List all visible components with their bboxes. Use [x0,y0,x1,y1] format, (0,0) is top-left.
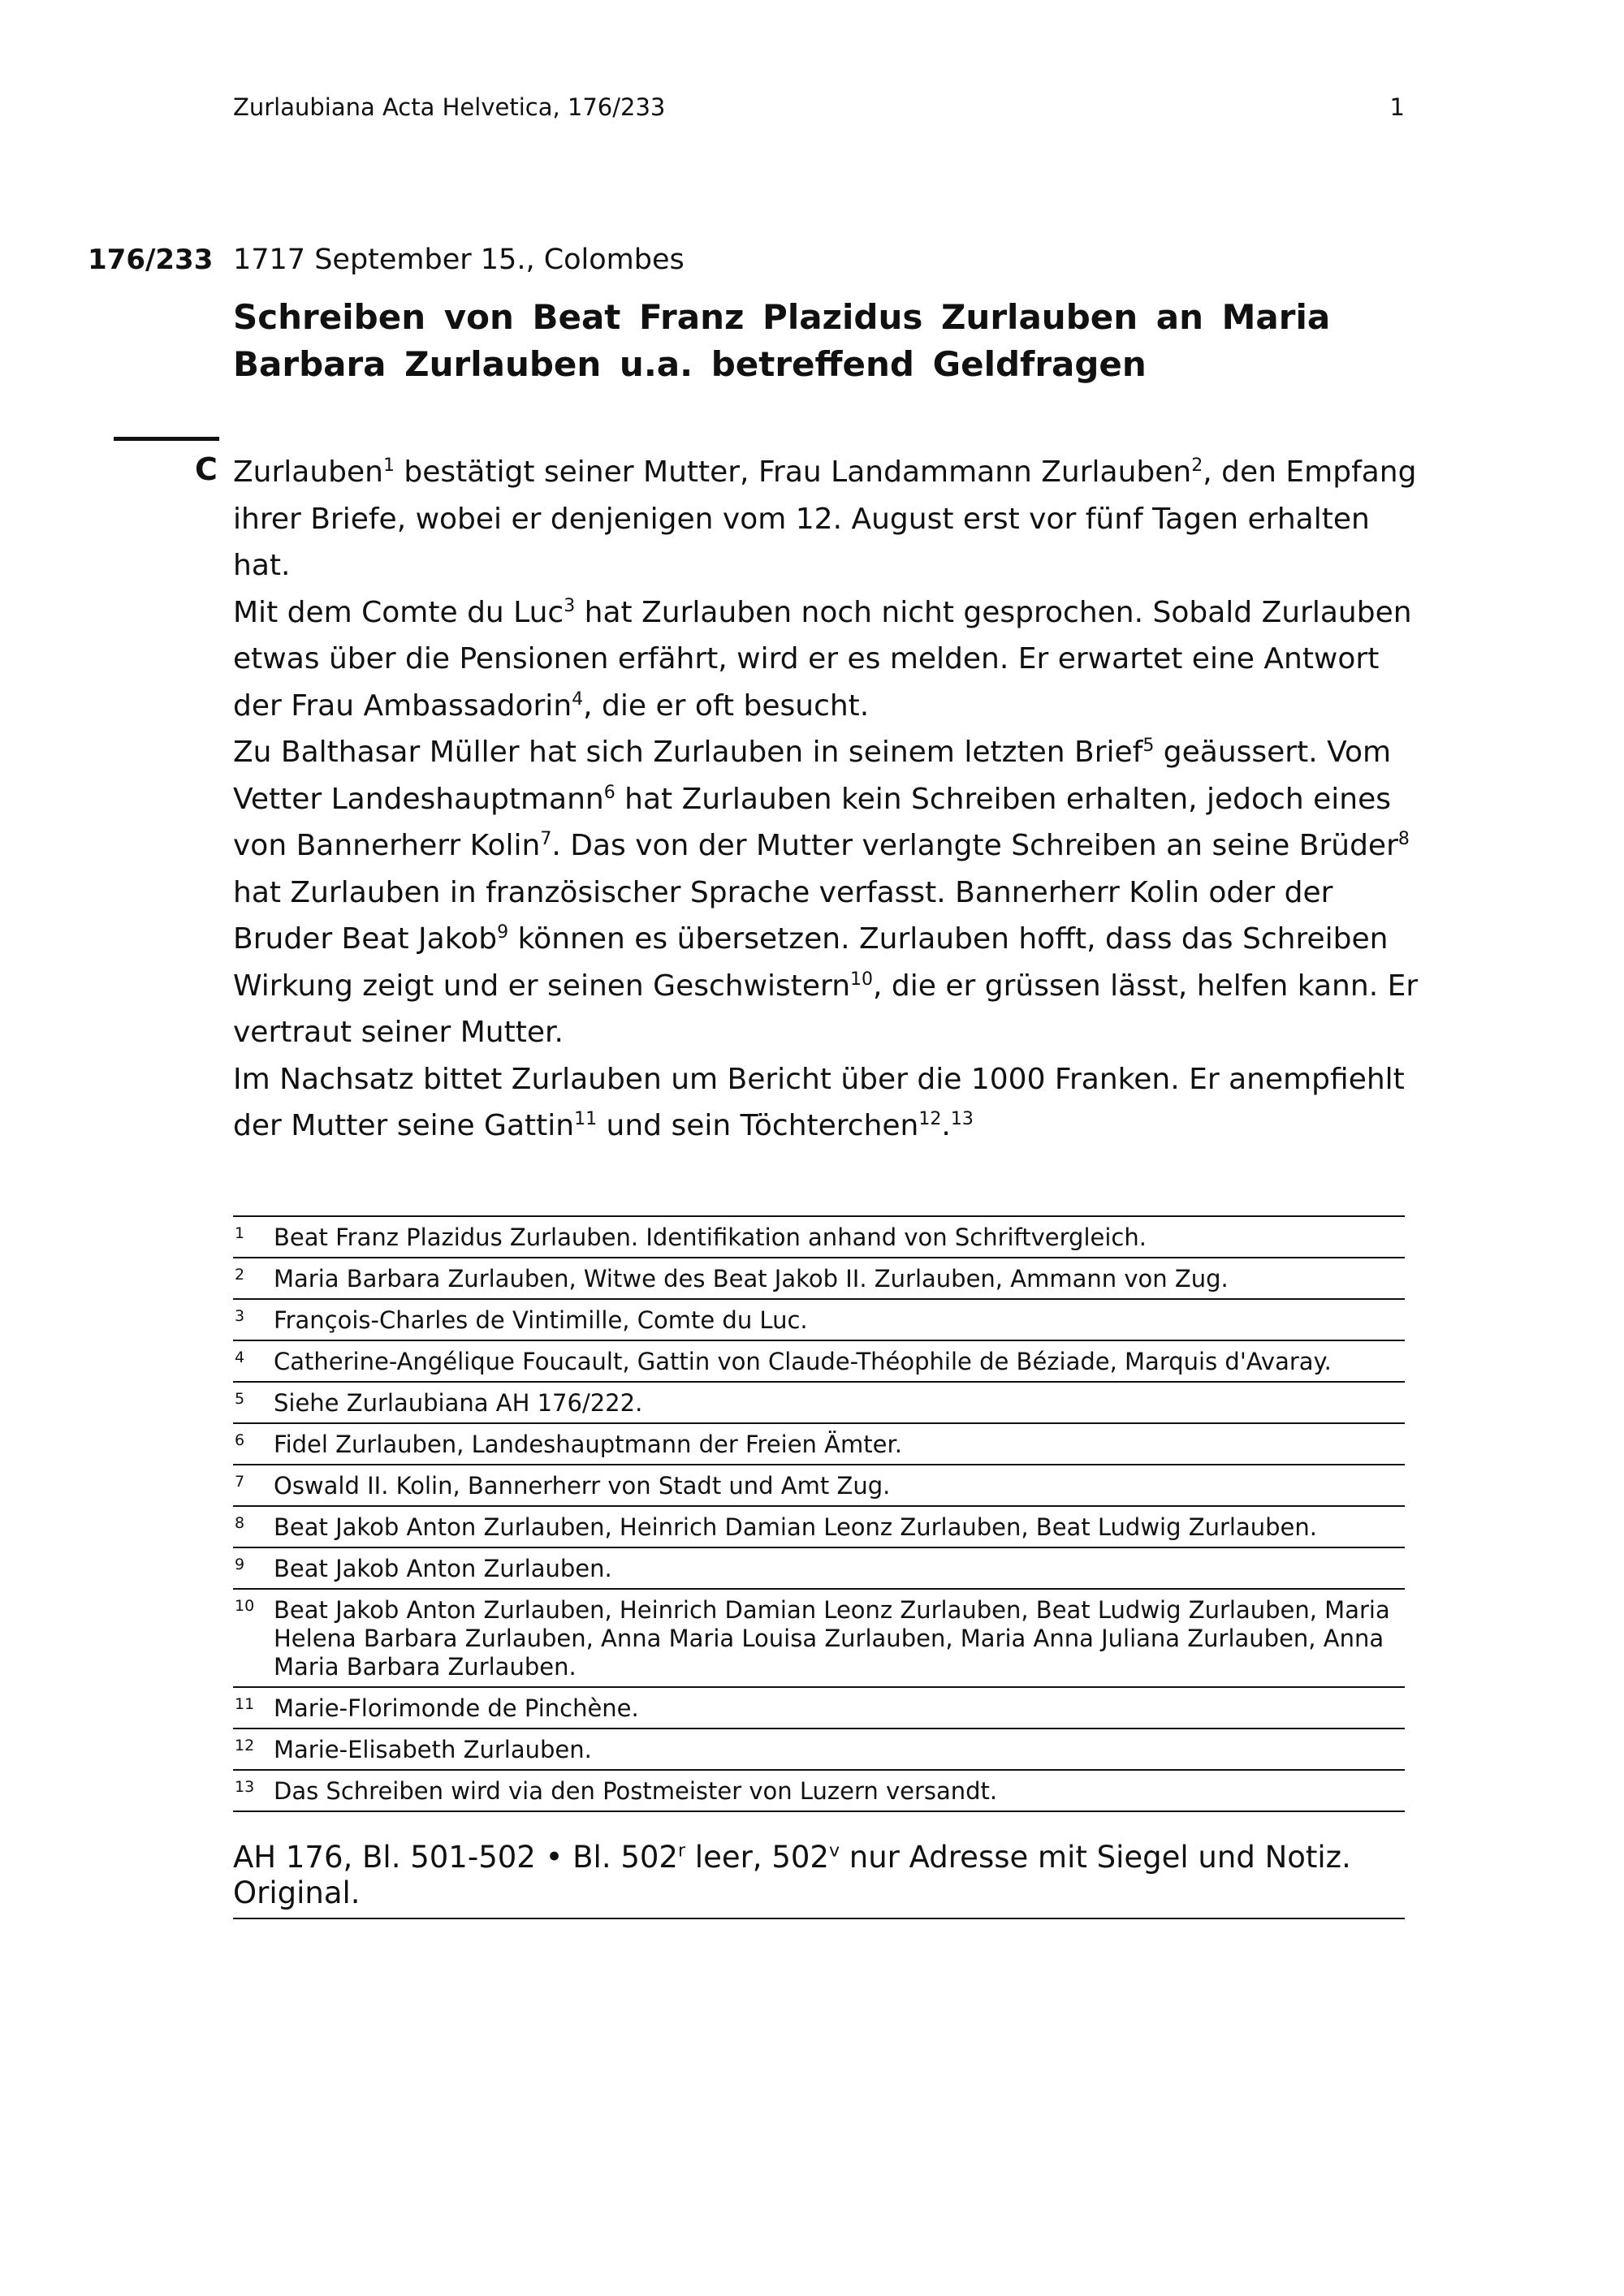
verso-mark: v [828,1841,840,1862]
footnote-ref: 12 [918,1109,942,1129]
footnote-number: 6 [235,1431,245,1449]
text: nur Adresse mit Siegel und Notiz. Original. [233,1840,1351,1910]
footnote-ref: 1 [382,455,395,476]
text: geäussert. Vom Vetter Landeshauptmann [233,736,1392,816]
footnote-text: Marie-Florimonde de Pinchène. [274,1694,639,1722]
footnote-ref: 11 [574,1109,598,1129]
footnote-ref: 5 [1142,736,1155,756]
footnote [233,1507,1405,1548]
footnote [233,1424,1405,1465]
footnote [233,1548,1405,1590]
text: Zurlauben [233,455,383,489]
footnote-number: 2 [235,1266,245,1284]
footnote [233,1688,1405,1729]
footnote-text: Beat Jakob Anton Zurlauben, Heinrich Damian Leonz Zurlauben, Beat Ludwig Zurlauben. [274,1513,1317,1541]
footnote-number: 4 [235,1349,245,1366]
recto-mark: r [677,1841,686,1862]
footnote-ref: 4 [572,688,584,710]
footnotes-list [233,1215,1405,1812]
margin-rule [114,437,219,441]
text: , den Empfang ihrer Briefe, wobei er denjenigen vom 12. August erst vor fünf Tagen erhalten hat. [233,455,1417,582]
footnote-ref: 13 [950,1109,974,1129]
text: Mit dem Comte du Luc [233,595,564,629]
running-title: Zurlaubiana Acta Helvetica, 176/233 [233,93,666,121]
summary-paragraph [233,729,1419,1056]
footnote-text: Fidel Zurlauben, Landeshauptmann der Freien Ämter. [274,1431,902,1458]
footnote-number: 13 [235,1778,255,1796]
text: hat Zurlauben noch nicht gesprochen. Sobald Zurlauben etwas über die Pensionen erfährt, wird er es melden. Er erwartet eine Antwort der Frau Ambassadorin [233,595,1412,723]
text: hat Zurlauben kein Schreiben erhalten, jedoch eines von Bannerherr Kolin [233,782,1391,862]
text: , die er grüssen lässt, helfen kann. Er vertraut seiner Mutter. [233,969,1419,1049]
footnote-number: 3 [235,1307,245,1325]
document-number: 176/233 [88,244,214,276]
footnote [233,1590,1405,1688]
summary-paragraph [233,1056,1419,1150]
footnote [233,1258,1405,1300]
footnote-text: Beat Franz Plazidus Zurlauben. Identifikation anhand von Schriftvergleich. [274,1224,1147,1251]
text: können es übersetzen. Zurlauben hofft, dass das Schreiben Wirkung zeigt und er seinen Geschwistern [233,922,1389,1003]
source-reference [233,1836,1405,1919]
footnote-text: Das Schreiben wird via den Postmeister von Luzern versandt. [274,1777,998,1805]
footnote-ref: 3 [564,595,576,616]
footnote [233,1729,1405,1771]
footnote-ref: 6 [603,782,615,803]
text: leer, 502 [685,1840,829,1875]
text: und sein Töchterchen [597,1109,919,1142]
footnote-number: 9 [235,1556,245,1573]
footnote [233,1465,1405,1507]
text: Zu Balthasar Müller hat sich Zurlauben in seinem letzten Brief [233,736,1143,769]
footnote-ref: 7 [540,829,552,849]
footnote-ref: 2 [1191,455,1203,476]
text: Im Nachsatz bittet Zurlauben um Bericht über die 1000 Franken. Er anempfiehlt der Mutter seine Gattin [233,1062,1405,1142]
summary-text [233,449,1419,1150]
language-mark: C [195,451,218,487]
footnote-text: Maria Barbara Zurlauben, Witwe des Beat Jakob II. Zurlauben, Ammann von Zug. [274,1265,1229,1293]
text: AH 176, Bl. 501-502 • Bl. 502 [233,1840,678,1875]
footnote-text: Beat Jakob Anton Zurlauben, Heinrich Damian Leonz Zurlauben, Beat Ludwig Zurlauben, Maria Helena Barbara Zurlauben, Anna Maria Louisa Zurlauben, Maria Anna Juliana Zurlauben, Anna Maria Barbara Zurlauben. [274,1596,1390,1681]
summary-paragraph [233,589,1419,730]
document-date-place: 1717 September 15., Colombes [233,244,685,276]
footnote [233,1217,1405,1258]
footnote-number: 1 [235,1224,245,1242]
footnote-number: 7 [235,1473,245,1491]
footnote-number: 12 [235,1737,255,1754]
summary-paragraph [233,449,1419,589]
footnote-number: 5 [235,1390,245,1408]
text: hat Zurlauben in französischer Sprache verfasst. Bannerherr Kolin oder der Bruder Beat Jakob [233,875,1333,956]
text: bestätigt seiner Mutter, Frau Landammann Zurlauben [394,455,1192,489]
footnote-text: François-Charles de Vintimille, Comte du Luc. [274,1306,808,1334]
footnote-ref: 8 [1397,829,1410,849]
text: . Das von der Mutter verlangte Schreiben an seine Brüder [551,829,1398,862]
footnote [233,1383,1405,1424]
text: . [941,1109,951,1142]
page-number: 1 [1389,93,1405,121]
footnote-ref: 10 [850,969,874,990]
footnote-number: 8 [235,1514,245,1532]
footnote-text: Siehe Zurlaubiana AH 176/222. [274,1389,643,1417]
footnote-number: 11 [235,1695,255,1713]
footnote-ref: 9 [497,922,509,943]
footnote [233,1341,1405,1383]
footnote-text: Catherine-Angélique Foucault, Gattin von Claude-Théophile de Béziade, Marquis d'Avaray. [274,1348,1332,1375]
footnote-text: Marie-Elisabeth Zurlauben. [274,1736,592,1763]
footnote [233,1771,1405,1812]
footnote-number: 10 [235,1597,255,1615]
document-title: Schreiben von Beat Franz Plazidus Zurlauben an Maria Barbara Zurlauben u.a. betreffend Geldfragen [233,297,1331,384]
footnote [233,1300,1405,1341]
footnote-text: Beat Jakob Anton Zurlauben. [274,1555,612,1582]
text: , die er oft besucht. [583,688,870,723]
footnote-text: Oswald II. Kolin, Bannerherr von Stadt und Amt Zug. [274,1472,891,1500]
